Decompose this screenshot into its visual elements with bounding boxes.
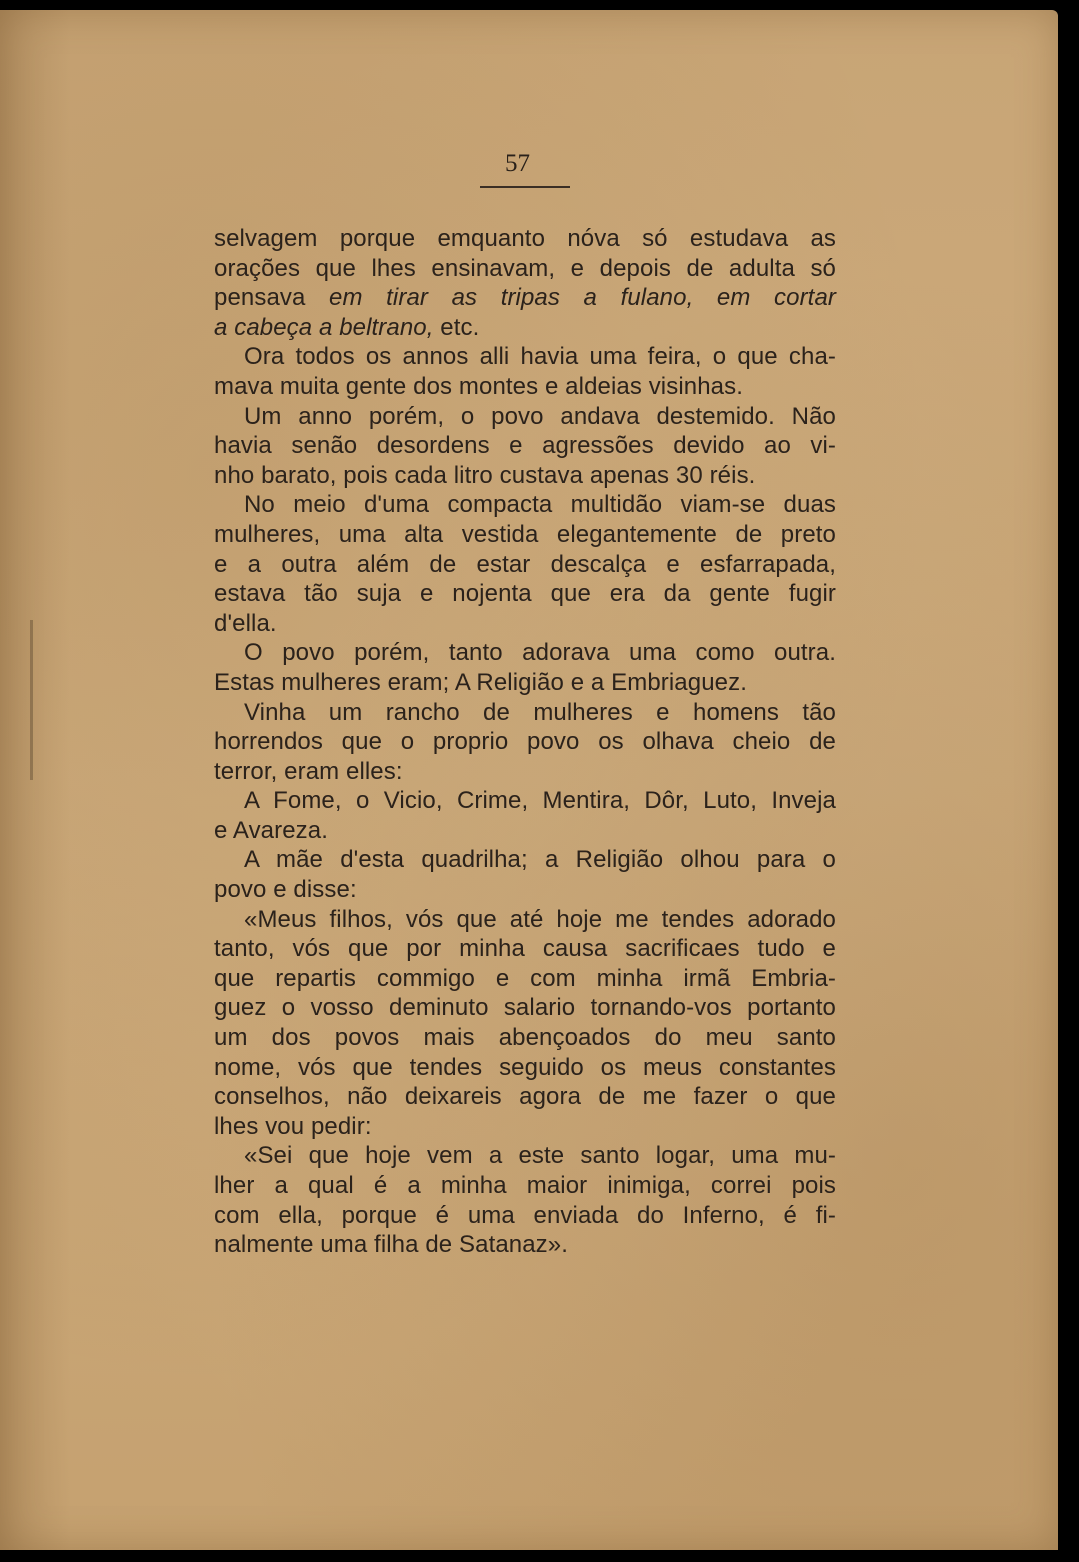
text-line: lhes vou pedir: (214, 1112, 372, 1140)
page-number: 57 (505, 150, 530, 177)
text-line: d'ella. (214, 609, 277, 637)
text-line: Estas mulheres eram; A Religião e a Embriaguez. (214, 668, 747, 696)
text-line: conselhos, não deixareis agora de me fazer o que (214, 1083, 836, 1111)
text-line: «Sei que hoje vem a este santo logar, uma mu- (244, 1142, 836, 1170)
text-line: lher a qual é a minha maior inimiga, correi pois (214, 1172, 836, 1199)
text-line: mava muita gente dos montes e aldeias visinhas. (214, 372, 743, 400)
text-line: «Meus filhos, vós que até hoje me tendes adorado (244, 905, 836, 933)
text-line: Um anno porém, o povo andava destemido. Não (244, 402, 836, 430)
text-line: No meio d'uma compacta multidão viam-se duas (244, 491, 836, 519)
text-line: orações que lhes ensinavam, e depois de adulta só (214, 254, 836, 282)
text-line: guez o vosso deminuto salario tornando-vos portanto (214, 994, 836, 1022)
italic-segment: a cabeça a beltrano, (214, 313, 434, 341)
text-line (214, 283, 836, 313)
binding-mark (30, 620, 73, 780)
text-line: que repartis commigo e com minha irmã Embria- (214, 964, 836, 992)
text-line: tanto, vós que por minha causa sacrificaes tudo e (214, 935, 836, 963)
text-line: A Fome, o Vicio, Crime, Mentira, Dôr, Luto, Inveja (244, 787, 836, 815)
text-line: povo e disse: (214, 876, 357, 904)
text-segment: pensava (214, 284, 330, 312)
text-line: horrendos que o proprio povo os olhava cheio de (214, 728, 836, 756)
text-line: estava tão suja e nojenta que era da gente fugir (214, 580, 836, 608)
text-line: havia senão desordens e agressões devido ao vi- (214, 432, 836, 460)
text-line: com ella, porque é uma enviada do Inferno, é fi- (214, 1201, 836, 1229)
page-number-rule (480, 186, 570, 188)
text-line: um dos povos mais abençoados do meu santo (214, 1024, 836, 1052)
text-line: e a outra além de estar descalça e esfarrapada, (214, 550, 836, 578)
text-line: selvagem porque emquanto nóva só estudava as (214, 225, 836, 252)
text-line: O povo porém, tanto adorava uma como outra. (244, 639, 836, 667)
text-line: e Avareza. (214, 816, 328, 844)
book-page (0, 10, 1058, 1550)
text-segment: etc. (433, 313, 480, 341)
text-line: Ora todos os annos alli havia uma feira, o que cha- (244, 343, 836, 371)
text-line (214, 313, 836, 343)
page-edge-shadow (0, 10, 70, 1550)
italic-segment: em tirar as tripas a fulano, em cortar (329, 284, 836, 312)
text-line: nho barato, pois cada litro custava apenas 30 réis. (214, 461, 756, 489)
body-text (214, 224, 836, 1260)
text-line: mulheres, uma alta vestida elegantemente de preto (214, 520, 836, 548)
text-line: nalmente uma filha de Satanaz». (214, 1231, 568, 1259)
text-line: terror, eram elles: (214, 757, 403, 785)
text-line: nome, vós que tendes seguido os meus constantes (214, 1053, 836, 1081)
text-line: Vinha um rancho de mulheres e homens tão (244, 698, 836, 726)
text-line: A mãe d'esta quadrilha; a Religião olhou para o (244, 846, 836, 874)
